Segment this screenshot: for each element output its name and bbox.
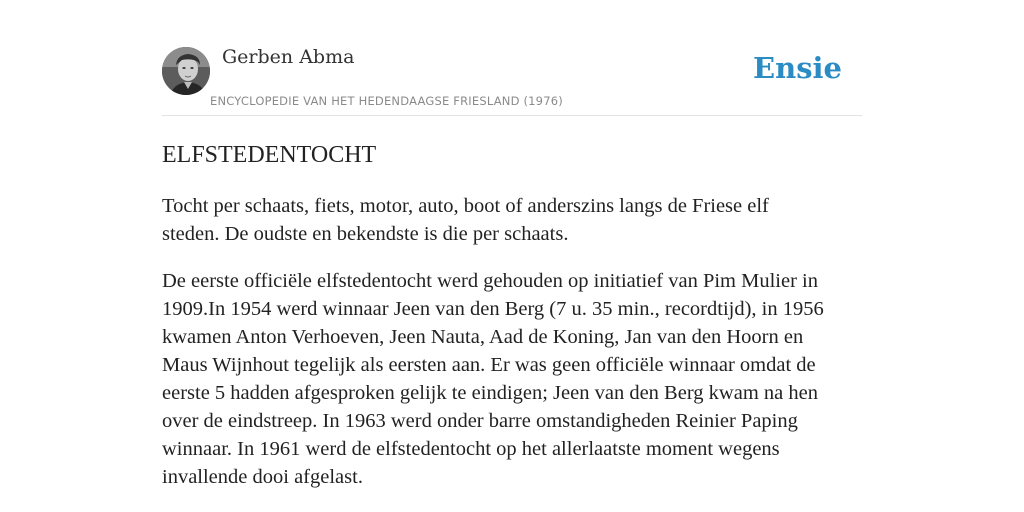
- portrait-icon: [162, 47, 210, 95]
- paragraph-intro: [162, 192, 862, 248]
- article-title: ELFSTEDENTOCHT: [162, 142, 377, 168]
- paragraph-line: kwamen Anton Verhoeven, Jeen Nauta, Aad de Koning, Jan van den Hoorn en: [162, 326, 804, 348]
- paragraph-line: Maus Wijnhout tegelijk als eersten aan. Er was geen officiële winnaar omdat de: [162, 354, 816, 376]
- paragraph-line: eerste 5 hadden afgesproken gelijk te eindigen; Jeen van den Berg kwam na hen: [162, 382, 818, 404]
- source-title[interactable]: ENCYCLOPEDIE VAN HET HEDENDAAGSE FRIESLAND (1976): [210, 94, 563, 108]
- article-header: [162, 0, 862, 116]
- paragraph-line: 1909.In 1954 werd winnaar Jeen van den Berg (7 u. 35 min., recordtijd), in 1956: [162, 298, 824, 320]
- ensie-logo[interactable]: Ensie: [753, 51, 842, 85]
- article-page: [162, 0, 862, 488]
- paragraph-line: steden. De oudste en bekendste is die per schaats.: [162, 223, 569, 245]
- paragraph-line: over de eindstreep. In 1963 werd onder barre omstandigheden Reinier Paping: [162, 410, 798, 432]
- paragraph-line: De eerste officiële elfstedentocht werd gehouden op initiatief van Pim Mulier in: [162, 270, 818, 292]
- author-name[interactable]: Gerben Abma: [222, 46, 355, 68]
- author-avatar[interactable]: [162, 47, 210, 95]
- paragraph-line: winnaar. In 1961 werd de elfstedentocht op het allerlaatste moment wegens: [162, 438, 780, 460]
- paragraph-history: [162, 267, 862, 491]
- paragraph-line: Tocht per schaats, fiets, motor, auto, boot of anderszins langs de Friese elf: [162, 195, 769, 217]
- paragraph-line: invallende dooi afgelast.: [162, 466, 363, 488]
